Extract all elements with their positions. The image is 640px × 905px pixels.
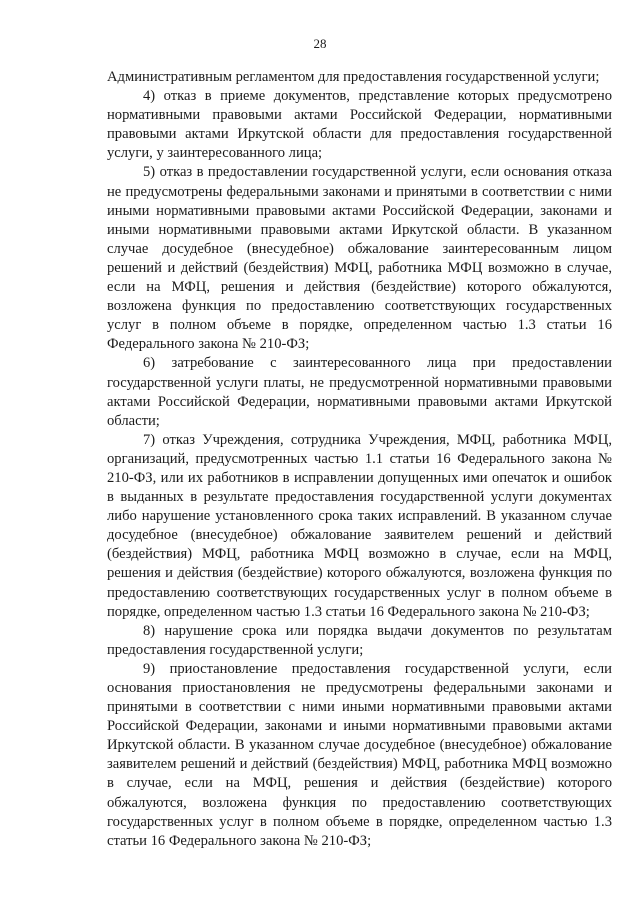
paragraph-item-9: 9) приостановление предоставления государственной услуги, если основания приостановления не предусмотрены федеральными законами и принятыми в соответствии с ними иными нормативными правовыми актами Российской Федерации, законами и иными нормативными правовыми актами Иркутской области. В указанном случае досудебное (внесудебное) обжалование заявителем решений и действий (бездействия) МФЦ, работника МФЦ возможно в случае, если на МФЦ, решения и действия (бездействие) которого обжалуются, возложена функция по предоставлению соответствующих государственных услуг в полном объеме в порядке, определенном частью 1.3 статьи 16 Федерального закона № 210-ФЗ; <box>107 660 612 849</box>
paragraph-item-8: 8) нарушение срока или порядка выдачи документов по результатам предоставления государственной услуги; <box>107 622 612 658</box>
paragraph-item-5: 5) отказ в предоставлении государственной услуги, если основания отказа не предусмотрены федеральными законами и принятыми в соответствии с ними иными нормативными правовыми актами Российской Федерации, законами и иными нормативными правовыми актами Иркутской области. В указанном случае досудебное (внесудебное) обжалование заинтересованным лицом решений и действий (бездействия) МФЦ, работника МФЦ возможно в случае, если на МФЦ, решения и действия (бездействие) которого обжалуются, возложена функция по предоставлению соответствующих государственных услуг в полном объеме в порядке, определенном частью 1.3 статьи 16 Федерального закона № 210-ФЗ; <box>107 164 612 353</box>
page-number: 28 <box>313 36 327 51</box>
paragraph-item-6: 6) затребование с заинтересованного лица при предоставлении государственной услуги платы, не предусмотренной нормативными правовыми актами Российской Федерации, нормативными правовыми актами Иркутской области; <box>107 355 612 429</box>
paragraph-regulation-continuation: Административным регламентом для предоставления государственной услуги; <box>107 69 600 85</box>
paragraph-item-7: 7) отказ Учреждения, сотрудника Учреждения, МФЦ, работника МФЦ, организаций, предусмотренных частью 1.1 статьи 16 Федерального закона № 210-ФЗ, или их работников в исправлении допущенных ими опечаток и ошибок в выданных в результате предоставления государственной услуги документах либо нарушение установленного срока таких исправлений. В указанном случае досудебное (внесудебное) обжалование заявителем решений и действий (бездействия) МФЦ, работника МФЦ возможно в случае, если на МФЦ, решения и действия (бездействие) которого обжалуются, возложена функция по предоставлению соответствующих государственных услуг в полном объеме в порядке, определенном частью 1.3 статьи 16 Федерального закона № 210-ФЗ; <box>107 431 612 620</box>
paragraph-item-4: 4) отказ в приеме документов, представление которых предусмотрено нормативными правовыми актами Российской Федерации, нормативными правовыми актами Иркутской области для предоставления государственной услуги, у заинтересованного лица; <box>107 88 612 162</box>
document-body <box>107 68 612 851</box>
